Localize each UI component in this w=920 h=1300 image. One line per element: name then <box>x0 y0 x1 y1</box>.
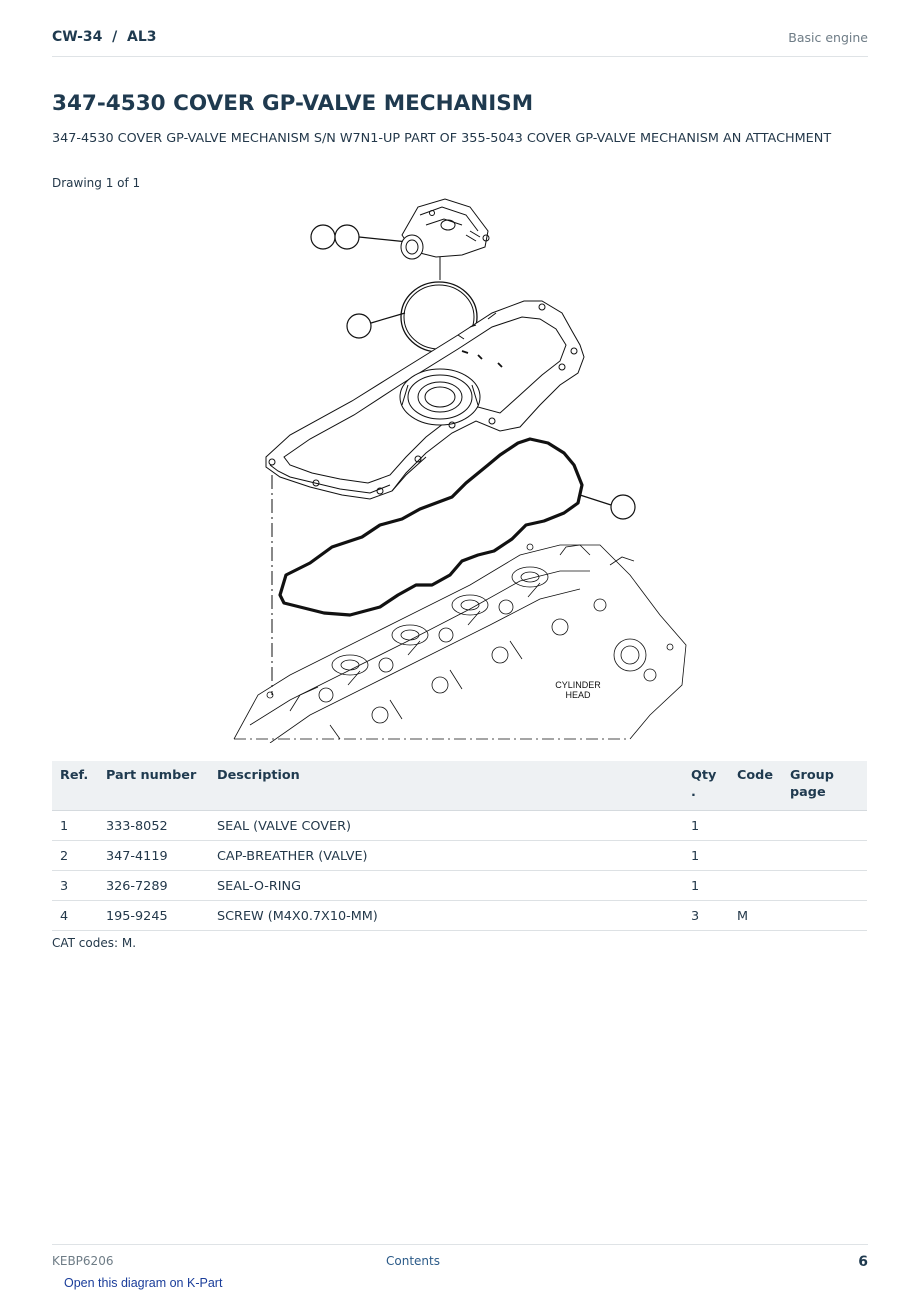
table-row <box>52 901 867 931</box>
cell-group-page <box>782 901 867 931</box>
cylinder-head <box>234 544 686 743</box>
cell-ref: 2 <box>52 841 98 871</box>
cell-qty: 1 <box>683 811 729 841</box>
page-header <box>52 0 868 57</box>
cell-description: CAP-BREATHER (VALVE) <box>209 841 683 871</box>
cell-code <box>729 871 782 901</box>
cell-code: M <box>729 901 782 931</box>
cell-group-page <box>782 811 867 841</box>
col-header-description: Description <box>209 761 683 811</box>
cat-codes-note: CAT codes: M. <box>52 936 137 950</box>
cell-code <box>729 811 782 841</box>
page-subtitle: 347-4530 COVER GP-VALVE MECHANISM S/N W7N1-UP PART OF 355-5043 COVER GP-VALVE MECHANISM AN ATTACHMENT <box>52 131 832 146</box>
contents-link[interactable]: Contents <box>386 1254 440 1268</box>
diagram-label: CYLINDER <box>555 680 601 690</box>
cell-qty: 3 <box>683 901 729 931</box>
breather-cap <box>401 199 489 259</box>
col-header-code: Code <box>729 761 782 811</box>
cell-part-number: 326-7289 <box>98 871 209 901</box>
table-row <box>52 811 867 841</box>
drawing-count: Drawing 1 of 1 <box>52 176 141 190</box>
diagram-label: HEAD <box>565 690 591 700</box>
cell-ref: 1 <box>52 811 98 841</box>
cell-description: SEAL (VALVE COVER) <box>209 811 683 841</box>
document-id: KEBP6206 <box>52 1254 114 1268</box>
cell-group-page <box>782 841 867 871</box>
col-header-part-number: Part number <box>98 761 209 811</box>
page-footer <box>52 1244 868 1275</box>
breadcrumb: CW-34 / AL3 <box>52 29 157 45</box>
table-header-row <box>52 761 867 811</box>
page-number: 6 <box>858 1254 868 1270</box>
cell-description: SEAL-O-RING <box>209 871 683 901</box>
cell-qty: 1 <box>683 841 729 871</box>
table-row <box>52 871 867 901</box>
cell-qty: 1 <box>683 871 729 901</box>
cell-part-number: 333-8052 <box>98 811 209 841</box>
parts-diagram <box>230 195 690 743</box>
table-row <box>52 841 867 871</box>
cell-ref: 3 <box>52 871 98 901</box>
valve-cover <box>266 301 584 499</box>
open-diagram-kpart-link[interactable]: Open this diagram on K-Part <box>64 1276 223 1290</box>
parts-table <box>52 761 867 931</box>
cell-ref: 4 <box>52 901 98 931</box>
cell-code <box>729 841 782 871</box>
col-header-qty: Qty . <box>683 761 729 811</box>
cell-description: SCREW (M4X0.7X10-MM) <box>209 901 683 931</box>
col-header-group-page: Group page <box>782 761 867 811</box>
col-header-ref: Ref. <box>52 761 98 811</box>
section-name: Basic engine <box>788 30 868 45</box>
page-title: 347-4530 COVER GP-VALVE MECHANISM <box>52 91 534 116</box>
cell-part-number: 195-9245 <box>98 901 209 931</box>
cell-group-page <box>782 871 867 901</box>
cell-part-number: 347-4119 <box>98 841 209 871</box>
